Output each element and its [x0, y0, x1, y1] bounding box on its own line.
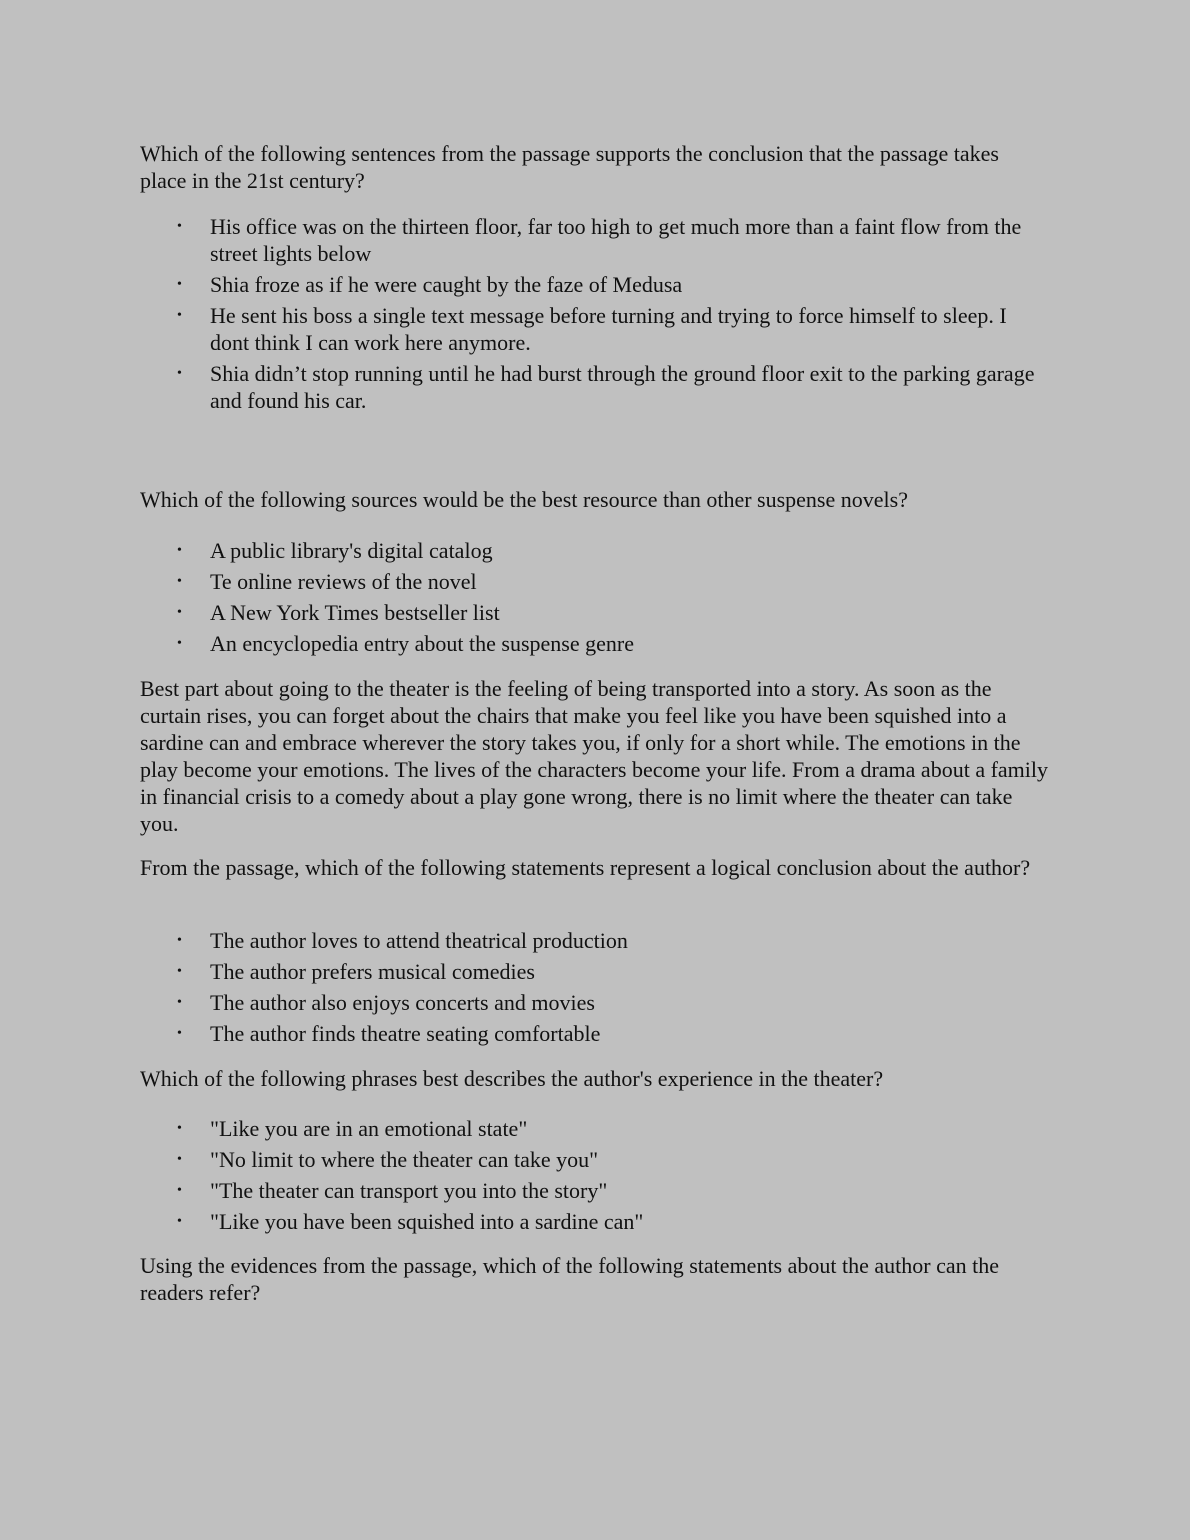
- bullet-icon: •: [177, 995, 182, 1010]
- question-1-options: [140, 213, 1050, 418]
- question-2-options: [140, 537, 1050, 661]
- bullet-icon: •: [177, 277, 182, 292]
- bullet-icon: •: [177, 1152, 182, 1167]
- bullet-icon: •: [177, 366, 182, 381]
- question-4-prompt: Which of the following phrases best describes the author's experience in the theater?: [140, 1066, 884, 1091]
- question-3-option: • The author prefers musical comedies: [177, 959, 535, 984]
- bullet-icon: •: [177, 964, 182, 979]
- bullet-icon: •: [177, 1121, 182, 1136]
- passage-text: Best part about going to the theater is the feeling of being transported into a story. As soon as the curtain rises, you can forget about the chairs that make you feel like you have been squished into a sardine can and embrace wherever the story takes you, if only for a short while. The emotions in the play become your emotions. The lives of the characters become your life. From a drama about a family in financial crisis to a comedy about a play gone wrong, there is no limit where the theater can take you.: [140, 676, 1049, 836]
- question-4-option: • "The theater can transport you into the story": [177, 1178, 608, 1203]
- question-3-option: • The author loves to attend theatrical production: [177, 928, 628, 953]
- question-2-option: • A New York Times bestseller list: [177, 600, 500, 625]
- bullet-icon: •: [177, 543, 182, 558]
- question-2-prompt: Which of the following sources would be the best resource than other suspense novels?: [140, 487, 908, 512]
- question-2-option: • A public library's digital catalog: [177, 538, 493, 563]
- question-1-option: • His office was on the thirteen floor, far too high to get much more than a faint flow from the street lights below: [177, 214, 1022, 266]
- question-2-option: • Te online reviews of the novel: [177, 569, 477, 594]
- bullet-icon: •: [177, 933, 182, 948]
- question-5-prompt: Using the evidences from the passage, which of the following statements about the author can the readers refer?: [140, 1253, 999, 1305]
- bullet-icon: •: [177, 1026, 182, 1041]
- bullet-icon: •: [177, 308, 182, 323]
- question-1-option: • Shia froze as if he were caught by the faze of Medusa: [177, 272, 683, 297]
- bullet-icon: •: [177, 574, 182, 589]
- question-1-option: • Shia didn’t stop running until he had burst through the ground floor exit to the parking garage and found his car.: [177, 361, 1035, 413]
- question-4-option: • "No limit to where the theater can take you": [177, 1147, 599, 1172]
- bullet-icon: •: [177, 1214, 182, 1229]
- bullet-icon: •: [177, 636, 182, 651]
- question-4-options: [140, 1115, 1050, 1239]
- bullet-icon: •: [177, 1183, 182, 1198]
- question-3-option: • The author also enjoys concerts and movies: [177, 990, 595, 1015]
- question-3-prompt: From the passage, which of the following statements represent a logical conclusion about the author?: [140, 855, 1031, 880]
- question-3-options: [140, 927, 1050, 1051]
- bullet-icon: •: [177, 219, 182, 234]
- question-4-option: • "Like you are in an emotional state": [177, 1116, 528, 1141]
- bullet-icon: •: [177, 605, 182, 620]
- question-4-option: • "Like you have been squished into a sardine can": [177, 1209, 644, 1234]
- question-3-option: • The author finds theatre seating comfortable: [177, 1021, 601, 1046]
- question-1-prompt: Which of the following sentences from the passage supports the conclusion that the passage takes place in the 21st century?: [140, 141, 999, 193]
- question-2-option: • An encyclopedia entry about the suspense genre: [177, 631, 634, 656]
- question-1-option: • He sent his boss a single text message before turning and trying to force himself to sleep. I dont think I can work here anymore.: [177, 303, 1007, 355]
